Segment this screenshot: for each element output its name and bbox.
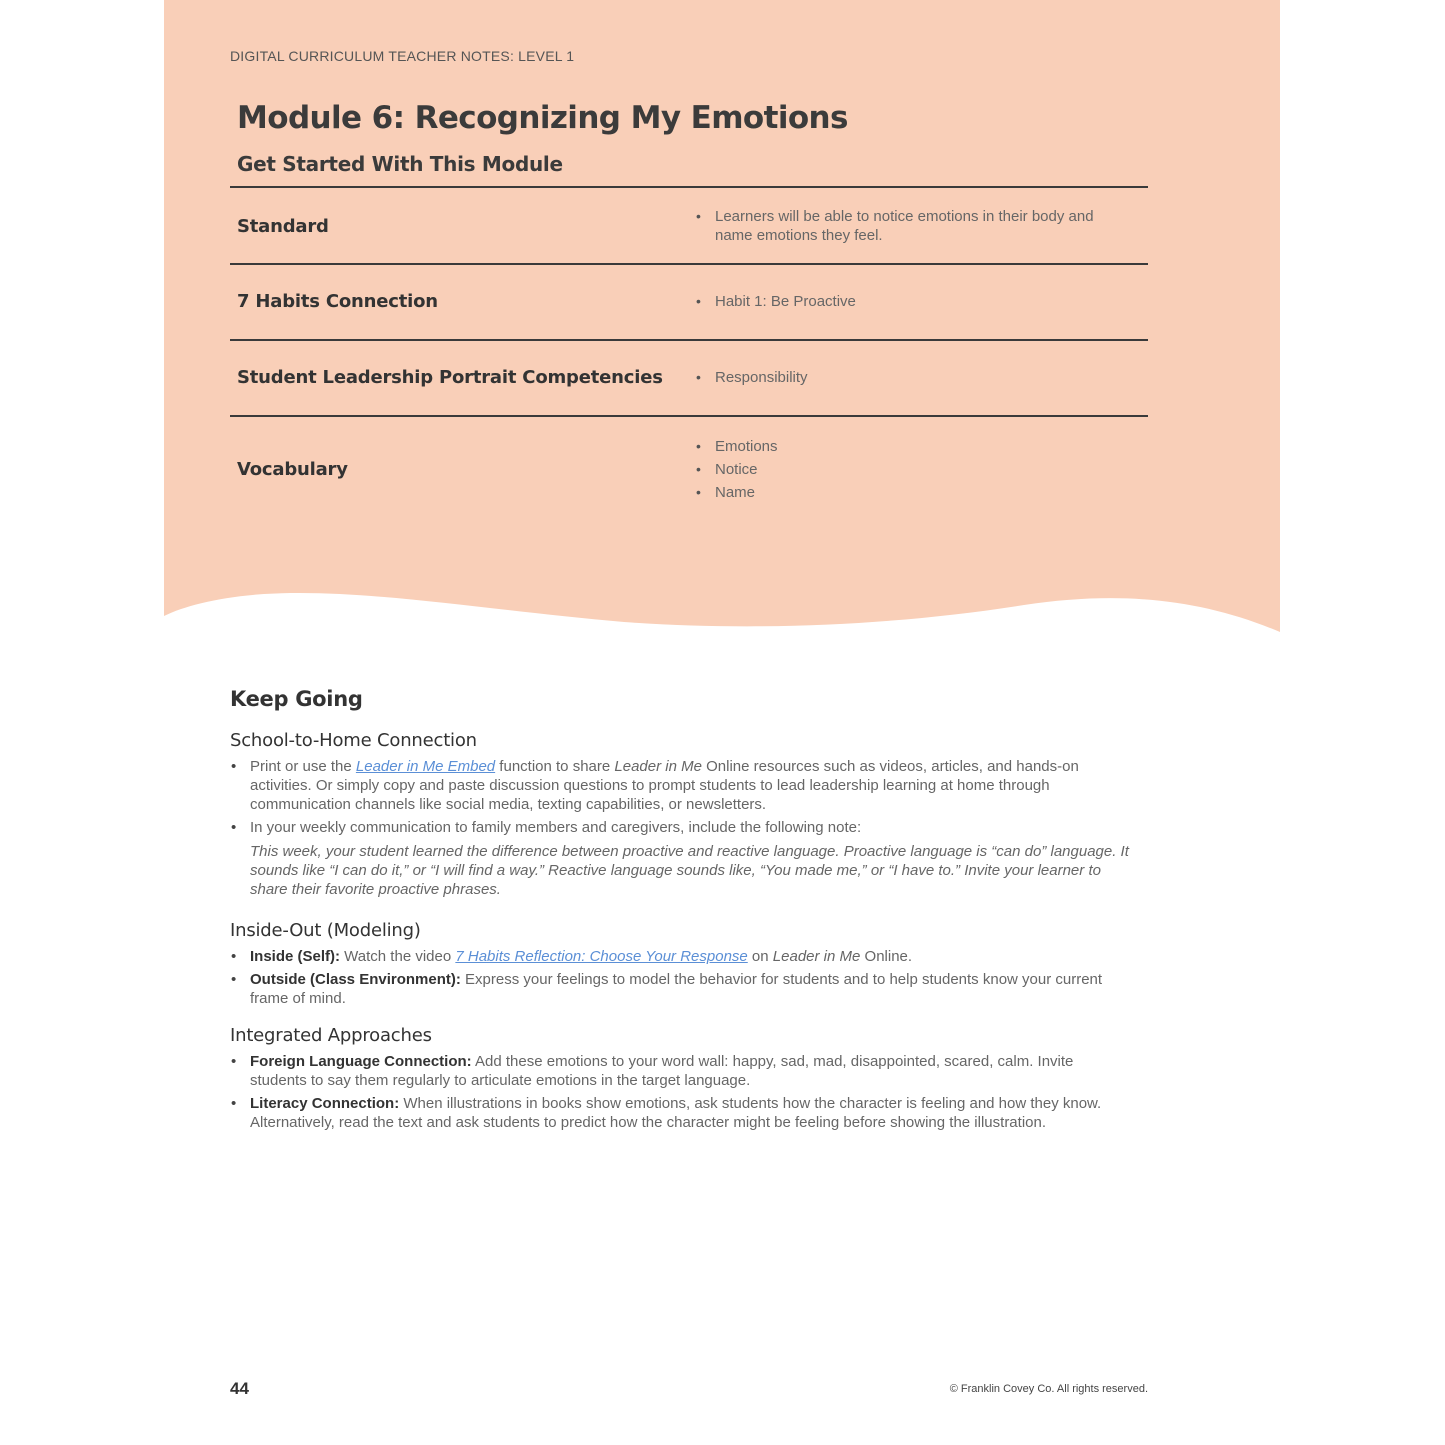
integrated-approaches-section [230,1025,1110,1136]
school-to-home-section [230,730,1140,899]
list-item [230,947,1110,966]
list-item [230,1094,1110,1132]
label-bold: Literacy Connection: [250,1095,400,1112]
hero-panel [164,0,1280,640]
row-items [694,368,1124,387]
row-label: Student Leadership Portrait Competencies [237,367,663,388]
integrated-approaches-heading: Integrated Approaches [230,1025,432,1046]
keep-going-heading: Keep Going [230,687,363,711]
list-item [230,1052,1110,1090]
list-item: • Responsibility [694,368,1124,387]
module-subtitle: Get Started With This Module [237,152,563,176]
copyright-notice: © Franklin Covey Co. All rights reserved. [949,1383,1148,1395]
table-row-competencies [230,339,1148,415]
text: on [747,948,773,965]
text: Online. [860,948,913,965]
text: Print or use the [250,758,356,775]
keep-going-section [230,687,363,711]
leader-in-me-embed-link[interactable]: Leader in Me Embed [355,758,496,775]
row-items [694,292,1124,311]
list-item: • Emotions [694,437,1124,456]
integrated-approaches-list [230,1052,1110,1132]
text: Watch the video [340,948,456,965]
label-bold: Outside (Class Environment): [250,971,461,988]
list-item: • Learners will be able to notice emotions in their body and name emotions they feel. [694,207,1124,245]
list-item: • In your weekly communication to family members and caregivers, include the following note: [230,818,1100,837]
text: Express your feelings to model the behavior for students and to help students know your current frame of mind. [250,971,1103,1007]
inside-out-list [230,947,1110,1008]
school-to-home-heading: School-to-Home Connection [230,730,477,751]
page [164,0,1280,1445]
list-item [230,970,1110,1008]
inside-out-section [230,920,1110,1012]
text: When illustrations in books show emotions, ask students how the character is feeling and how they know. Alternatively, read the text and ask students to predict how the character might be feeling before showing the illustration. [250,1095,1102,1131]
label-bold: Foreign Language Connection: [250,1053,472,1070]
inside-out-heading: Inside-Out (Modeling) [230,920,421,941]
choose-your-response-video-link[interactable]: 7 Habits Reflection: Choose Your Response [455,948,748,965]
school-to-home-list [230,757,1100,837]
text: Add these emotions to your word wall: happy, sad, mad, disappointed, scared, calm. Invite students to say them regularly to articulate emotions in the target language. [250,1053,1074,1089]
list-item: • Name [694,483,1124,502]
row-label: Standard [237,216,329,237]
row-items [694,437,1124,502]
table-row-habits [230,263,1148,339]
row-label: Vocabulary [237,459,348,480]
table-row-vocabulary [230,415,1148,517]
text-italic: Leader in Me [614,758,702,775]
list-item: • Habit 1: Be Proactive [694,292,1124,311]
page-number: 44 [230,1379,249,1398]
module-overview-table [230,186,1148,517]
label-bold: Inside (Self): [250,948,341,965]
text: function to share [495,758,615,775]
text-italic: Leader in Me [772,948,861,965]
family-note-quote: This week, your student learned the difference between proactive and reactive language. Proactive language is “can do” language. It sounds like “I can do it,” or “I will find a way.” Reactive language sounds like, “You made me,” or “I have to.” Invite your learner to share their favorite proactive phrases. [250,843,1129,898]
running-head: DIGITAL CURRICULUM TEACHER NOTES: LEVEL 1 [230,48,575,64]
list-item: • Notice [694,460,1124,479]
text: Online resources such as videos, articles, and hands-on activities. Or simply copy and paste discussion questions to prompt students to lead leadership learning at home through communication channels like social media, texting capabilities, or newsletters. [250,758,1079,813]
row-label: 7 Habits Connection [237,291,438,312]
module-title: Module 6: Recognizing My Emotions [237,100,848,136]
list-item [230,757,1100,814]
table-row-standard [230,186,1148,263]
row-items [694,207,1124,245]
